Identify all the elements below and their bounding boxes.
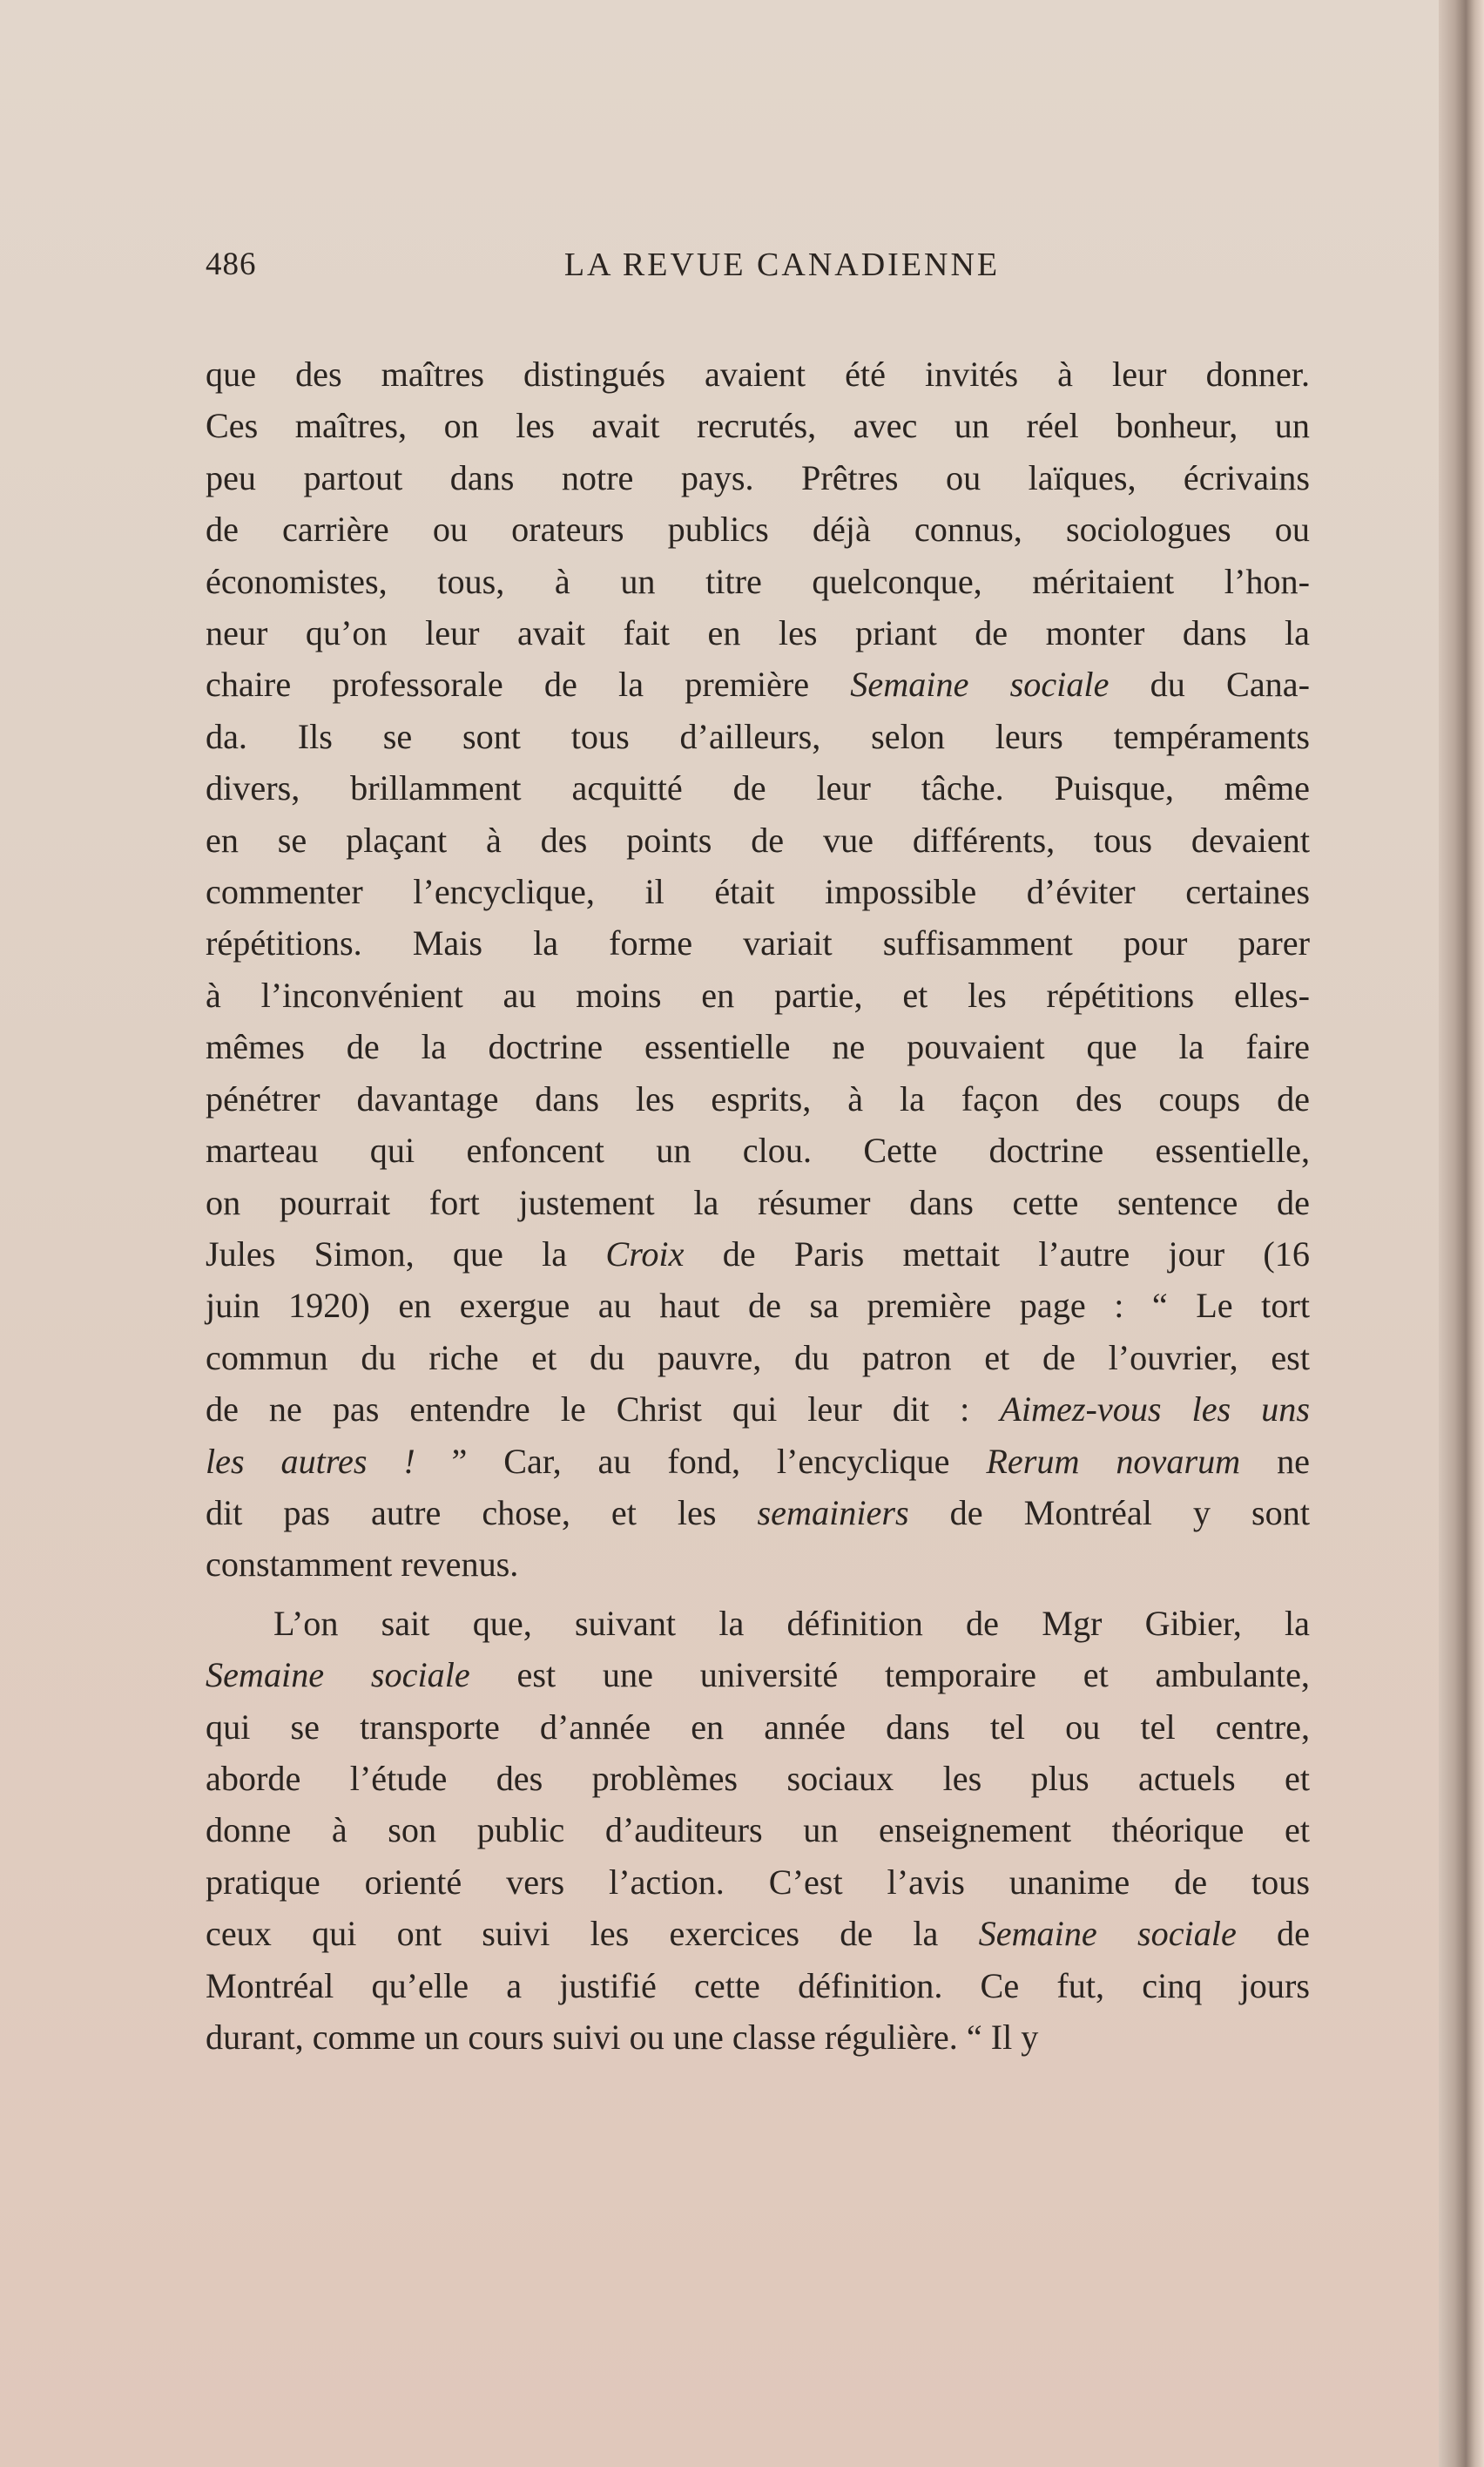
text-segment: peu partout dans notre pays. Prêtres ou laïques, écrivains [206, 457, 1310, 497]
text-line [206, 970, 1310, 1021]
text-segment: durant, comme un cours suivi ou une classe régulière. “ Il y [206, 2018, 1039, 2057]
text-segment: da. Ils se sont tous d’ailleurs, selon leurs tempéraments [206, 716, 1310, 756]
text-segment: de carrière ou orateurs publics déjà connus, sociologues ou [206, 510, 1310, 550]
text-segment: de Paris mettait l’autre jour (16 [684, 1234, 1310, 1274]
text-segment: Ces maîtres, on les avait recrutés, avec un réel bonheur, un [206, 406, 1310, 446]
text-segment: pratique orienté vers l’action. C’est l’avis unanime de tous [206, 1862, 1310, 1902]
italic-text: semainiers [757, 1492, 909, 1532]
text-segment: dit pas autre chose, et les [206, 1492, 758, 1532]
text-line [206, 1021, 1310, 1072]
text-line [206, 762, 1310, 814]
text-segment: commenter l’encyclique, il était impossible d’éviter certaines [206, 872, 1310, 912]
page-number: 486 [206, 247, 257, 282]
text-line [206, 1856, 1310, 1908]
text-segment: ” Car, au fond, l’encyclique [415, 1441, 987, 1481]
text-segment: donne à son public d’auditeurs un enseignement théorique et [206, 1810, 1310, 1850]
text-segment: mêmes de la doctrine essentielle ne pouvaient que la faire [206, 1027, 1310, 1067]
text-line [206, 1280, 1310, 1331]
text-line [206, 1960, 1310, 2011]
text-line [206, 452, 1310, 504]
text-segment: est une université temporaire et ambulante, [469, 1655, 1310, 1695]
text-segment: Montréal qu’elle a justifié cette définition. Ce fut, cinq jours [206, 1965, 1310, 2005]
text-line [206, 1598, 1310, 1649]
text-line [206, 1701, 1310, 1753]
text-segment: de Montréal y sont [908, 1492, 1310, 1532]
text-segment: commun du riche et du pauvre, du patron et de l’ouvrier, est [206, 1337, 1310, 1377]
text-segment: on pourrait fort justement la résumer dans cette sentence de [206, 1182, 1310, 1222]
text-line [206, 504, 1310, 555]
text-segment: pénétrer davantage dans les esprits, à la façon des coups de [206, 1078, 1310, 1119]
text-segment: à l’inconvénient au moins en partie, et les répétitions elles- [206, 975, 1310, 1015]
italic-text: Rerum novarum [986, 1441, 1241, 1481]
text-segment: divers, brillamment acquitté de leur tâche. Puisque, même [206, 768, 1310, 808]
text-segment: répétitions. Mais la forme variait suffisamment pour parer [206, 923, 1310, 963]
text-line [206, 2011, 1310, 2063]
text-segment: économistes, tous, à un titre quelconque, méritaient l’hon- [206, 561, 1310, 601]
italic-text: Semaine sociale [850, 665, 1110, 705]
text-line [206, 1538, 1310, 1590]
text-segment: constamment revenus. [206, 1544, 519, 1585]
text-line [206, 659, 1310, 710]
text-line [206, 814, 1310, 866]
text-segment: ne [1240, 1441, 1310, 1481]
italic-text: Semaine sociale [206, 1655, 470, 1695]
text-segment: ceux qui ont suivi les exercices de la [206, 1914, 979, 1954]
text-line [206, 400, 1310, 451]
text-segment: neur qu’on leur avait fait en les priant de monter dans la [206, 613, 1310, 653]
text-segment: juin 1920) en exergue au haut de sa première page : “ Le tort [206, 1286, 1310, 1326]
text-segment: chaire professorale de la première [206, 665, 851, 705]
text-line [206, 711, 1310, 762]
text-segment: du Cana- [1109, 665, 1310, 705]
text-segment: de [1236, 1914, 1310, 1954]
italic-text: Aimez-vous les uns [1000, 1389, 1310, 1430]
text-segment: que des maîtres distingués avaient été invités à leur donner. [206, 355, 1310, 394]
running-title: LA REVUE CANADIENNE [563, 247, 1001, 283]
paragraph-gap [206, 1591, 1310, 1598]
text-line [206, 556, 1310, 607]
page-gutter-shadow [1439, 0, 1484, 2467]
text-line [206, 917, 1310, 969]
text-segment: qui se transporte d’année en année dans tel ou tel centre, [206, 1707, 1310, 1747]
page-header [206, 246, 1306, 294]
text-line [206, 1649, 1310, 1700]
body-text [206, 348, 1310, 2063]
text-line [206, 1073, 1310, 1125]
text-line [206, 607, 1310, 659]
text-line [206, 866, 1310, 917]
text-segment: Jules Simon, que la [206, 1234, 606, 1274]
text-line [206, 1487, 1310, 1538]
italic-text: Croix [605, 1234, 685, 1274]
italic-text: Semaine sociale [978, 1914, 1237, 1954]
italic-text: les autres ! [206, 1441, 415, 1481]
text-line [206, 348, 1310, 400]
text-segment: L’on sait que, suivant la définition de Mgr Gibier, la [273, 1603, 1310, 1643]
text-line [206, 1383, 1310, 1435]
text-line [206, 1436, 1310, 1487]
text-line [206, 1908, 1310, 1959]
text-segment: aborde l’étude des problèmes sociaux les plus actuels et [206, 1758, 1310, 1798]
text-line [206, 1228, 1310, 1280]
text-line [206, 1125, 1310, 1176]
text-segment: en se plaçant à des points de vue différents, tous devaient [206, 820, 1310, 860]
text-line [206, 1804, 1310, 1855]
text-segment: marteau qui enfoncent un clou. Cette doctrine essentielle, [206, 1131, 1310, 1171]
text-line [206, 1332, 1310, 1383]
text-line [206, 1753, 1310, 1804]
text-line [206, 1177, 1310, 1228]
text-segment: de ne pas entendre le Christ qui leur dit : [206, 1389, 1001, 1430]
